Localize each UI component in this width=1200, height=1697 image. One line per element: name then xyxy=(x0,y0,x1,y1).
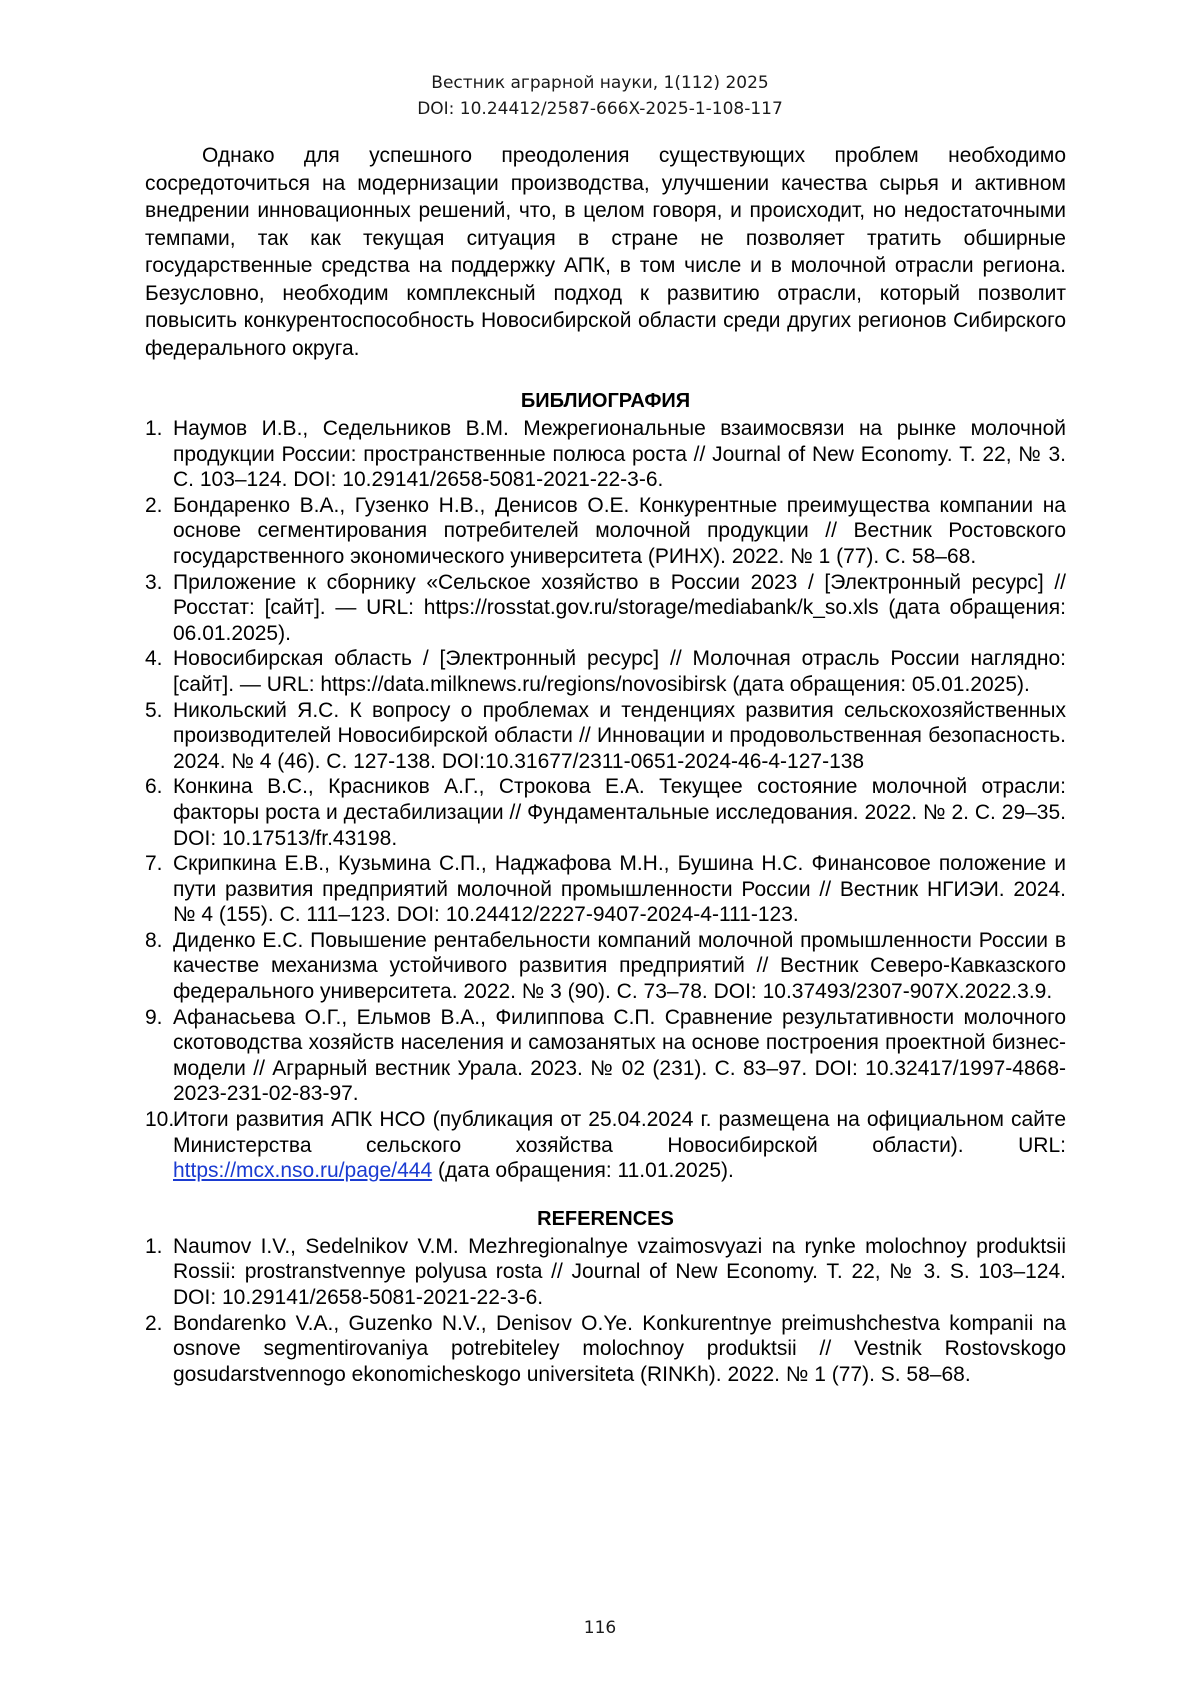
item-number: 7. xyxy=(145,852,163,876)
item-text: Никольский Я.С. К вопросу о проблемах и тенденциях развития сельскохозяйственных производителей Новосибирской области // Инновации и продовольственная безопасность. 2024. № 4 (46). С. 127-138. DOI:10.31677/2311-0651-2024-46-4-127-138 xyxy=(173,698,1066,773)
item-text: Бондаренко В.А., Гузенко Н.В., Денисов О.Е. Конкурентные преимущества компании на основе сегментирования потребителей молочной продукции // Вестник Ростовского государственного экономического университета (РИНХ). 2022. № 1 (77). С. 58–68. xyxy=(173,493,1066,568)
item-text-before: Итоги развития АПК НСО (публикация от 25.04.2024 г. размещена на официальном сайте Министерства сельского хозяйства Новосибирской области). URL: xyxy=(173,1108,1066,1157)
main-content xyxy=(145,142,1066,1387)
reference-item xyxy=(145,1311,1066,1388)
bibliography-item xyxy=(145,851,1066,928)
body-paragraph: Однако для успешного преодоления существующих проблем необходимо сосредоточиться на модернизации производства, улучшении качества сырья и активном внедрении инновационных решений, что, в целом говоря, и происходит, но недостаточными темпами, так как текущая ситуация в стране не позволяет тратить обширные государственные средства на поддержку АПК, в том числе и в молочной отрасли региона. Безусловно, необходим комплексный подход к развитию отрасли, который позволит повысить конкурентоспособность Новосибирской области среди других регионов Сибирского федерального округа. xyxy=(145,144,1066,360)
bibliography-heading: БИБЛИОГРАФИЯ xyxy=(520,390,691,412)
bibliography-item xyxy=(145,570,1066,647)
references-heading: REFERENCES xyxy=(537,1207,674,1230)
item-text: Наумов И.В., Седельников В.М. Межрегиональные взаимосвязи на рынке молочной продукции России: пространственные полюса роста // Journal of New Economy. Т. 22, № 3. С. 103–124. DOI: 10.29141/2658-5081-2021-22-3-6. xyxy=(173,417,1066,492)
bibliography-item xyxy=(145,1107,1066,1184)
item-number: 1. xyxy=(145,1234,163,1258)
item-number: 2. xyxy=(145,1311,163,1335)
item-number: 6. xyxy=(145,775,163,799)
references-list xyxy=(145,1234,1066,1388)
bibliography-item xyxy=(145,646,1066,697)
bibliography-item xyxy=(145,1005,1066,1107)
reference-item xyxy=(145,1234,1066,1311)
bibliography-item xyxy=(145,774,1066,851)
item-text: Новосибирская область / [Электронный ресурс] // Молочная отрасль России наглядно: [сайт]. — URL: https://data.milknews.ru/regions/novosibirsk (дата обращения: 05.01.2025). xyxy=(173,647,1066,696)
bibliography-item xyxy=(145,416,1066,493)
item-number: 5. xyxy=(145,698,163,722)
item-text-after: (дата обращения: 11.01.2025). xyxy=(432,1159,734,1183)
item-number: 4. xyxy=(145,647,163,671)
item-text: Скрипкина Е.В., Кузьмина С.П., Наджафова М.Н., Бушина Н.С. Финансовое положение и пути развития предприятий молочной промышленности России // Вестник НГИЭИ. 2024. № 4 (155). С. 111–123. DOI: 10.24412/2227-9407-2024-4-111-123. xyxy=(173,852,1066,927)
item-text: Naumov I.V., Sedelnikov V.M. Mezhregionalnye vzaimosvyazi na rynke molochnoy produktsii Rossii: prostranstvennye polyusa rosta // Journal of New Economy. T. 22, № 3. S. 103–124. DOI: 10.29141/2658-5081-2021-22-3-6. xyxy=(173,1234,1066,1309)
item-number: 9. xyxy=(145,1005,163,1029)
reference-link[interactable]: https://mcx.nso.ru/page/444 xyxy=(173,1159,433,1183)
item-text xyxy=(173,1108,1066,1182)
item-text: Bondarenko V.A., Guzenko N.V., Denisov O.Ye. Konkurentnye preimushchestva kompanii na osnove segmentirovaniya potrebiteley molochnoy produktsii // Vestnik Rostovskogo gosudarstvennogo ekonomicheskogo universiteta (RINKh). 2022. № 1 (77). S. 58–68. xyxy=(173,1311,1066,1386)
journal-issue: Вестник аграрной науки, 1(112) 2025 xyxy=(431,73,769,93)
running-header xyxy=(0,70,1200,122)
item-text: Конкина В.С., Красников А.Г., Строкова Е.А. Текущее состояние молочной отрасли: факторы роста и дестабилизации // Фундаментальные исследования. 2022. № 2. С. 29–35. DOI: 10.17513/fr.43198. xyxy=(173,775,1066,850)
item-number: 8. xyxy=(145,928,163,952)
page-number: 116 xyxy=(583,1618,617,1638)
item-number: 1. xyxy=(145,417,163,440)
article-doi: DOI: 10.24412/2587-666X-2025-1-108-117 xyxy=(417,99,783,119)
bibliography-item xyxy=(145,698,1066,775)
bibliography-item xyxy=(145,928,1066,1005)
item-text: Приложение к сборнику «Сельское хозяйство в России 2023 / [Электронный ресурс] // Росстат: [сайт]. — URL: https://rosstat.gov.ru/storage/mediabank/k_so.xls (дата обращения: 06.01.2025). xyxy=(173,570,1066,645)
item-number: 10. xyxy=(145,1108,175,1132)
bibliography-item xyxy=(145,493,1066,570)
item-text: Диденко Е.С. Повышение рентабельности компаний молочной промышленности России в качестве механизма устойчивого развития предприятий // Вестник Северо-Кавказского федерального университета. 2022. № 3 (90). С. 73–78. DOI: 10.37493/2307-907X.2022.3.9. xyxy=(173,928,1066,1004)
item-text: Афанасьева О.Г., Ельмов В.А., Филиппова С.П. Сравнение результативности молочного скотоводства хозяйств населения и самозанятых на основе построения проектной бизнес-модели // Аграрный вестник Урала. 2023. № 02 (231). С. 83–97. DOI: 10.32417/1997-4868-2023-231-02-83-97. xyxy=(173,1005,1066,1106)
bibliography-list xyxy=(145,416,1066,1184)
item-number: 3. xyxy=(145,570,163,594)
item-number: 2. xyxy=(145,493,163,517)
